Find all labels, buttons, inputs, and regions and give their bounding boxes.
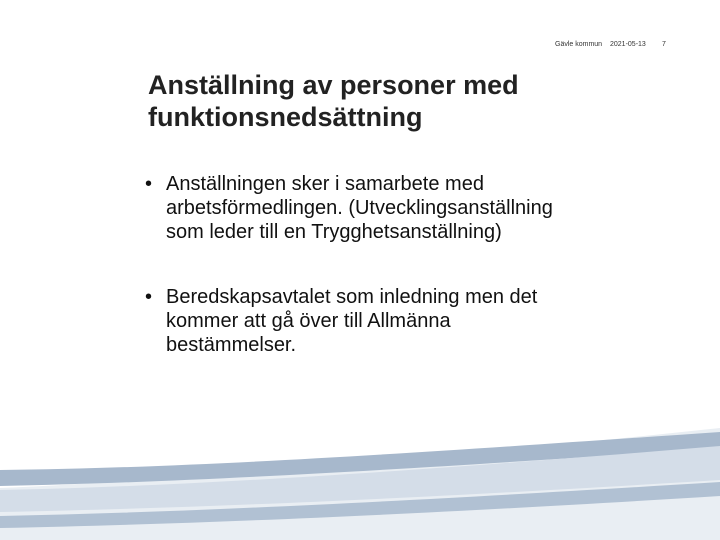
bullet-line: kommer att gå över till Allmänna [166,310,451,332]
title-line-2: funktionsnedsättning [148,102,423,132]
page-number: 7 [662,41,666,48]
bullet-line: bestämmelser. [166,334,297,356]
bullet-line: som leder till en Trygghetsanställning) [166,221,502,243]
bullet-item [145,172,645,244]
bullet-line: Beredskapsavtalet som inledning men det [166,286,538,308]
bullet-marker: • [145,286,153,308]
slide-title [148,69,668,133]
header-organization: Gävle kommun [555,41,603,48]
header-date: 2021-05-13 [610,41,646,48]
bullet-marker: • [145,173,153,195]
bullet-list [145,172,645,357]
bullet-line: Anställningen sker i samarbete med [166,173,484,195]
bullet-line: arbetsförmedlingen. (Utvecklingsanställning [166,197,553,219]
bullet-item [145,285,645,357]
decorative-wave-band [0,420,720,540]
title-line-1: Anställning av personer med [148,70,519,100]
